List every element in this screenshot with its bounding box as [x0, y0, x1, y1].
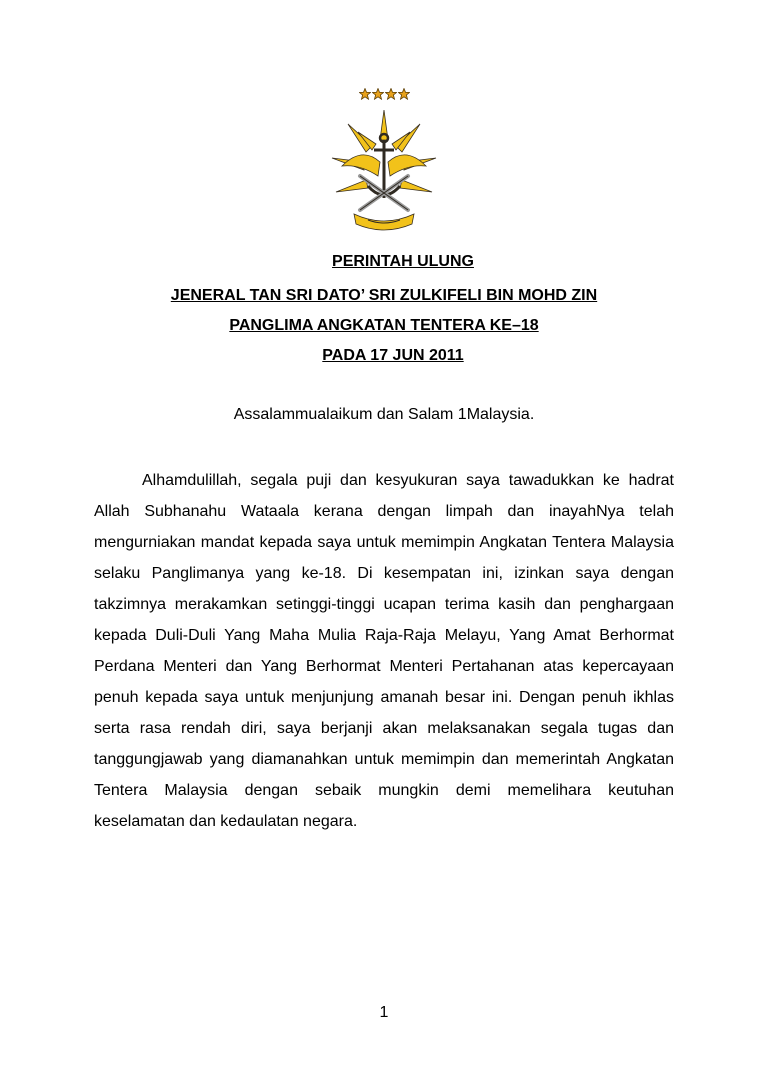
officer-name: JENERAL TAN SRI DATO’ SRI ZULKIFELI BIN MOHD ZIN — [170, 287, 598, 304]
rank-stars — [0, 88, 768, 100]
star-icon — [385, 88, 397, 100]
page-number: 1 — [379, 1004, 389, 1021]
star-icon — [359, 88, 371, 100]
star-icon — [398, 88, 410, 100]
greeting: Assalammualaikum dan Salam 1Malaysia. — [233, 406, 535, 423]
document-title: PERINTAH ULUNG — [332, 253, 474, 270]
body-paragraph: Alhamdulillah, segala puji dan kesyukuran saya tawadukkan ke hadrat Allah Subhanahu Wataala kerana dengan limpah dan inayahNya telah mengurniakan mandat kepada saya untuk memimpin Angkatan Tentera Malaysia selaku Panglimanya yang ke-18. Di kesempatan ini, izinkan saya dengan takzimnya merakamkan setinggi-tinggi ucapan terima kasih dan penghargaan kepada Duli-Duli Yang Maha Mulia Raja-Raja Melayu, Yang Amat Berhormat Perdana Menteri dan Yang Berhormat Menteri Pertahanan atas kepercayaan penuh kepada saya untuk menjunjung amanah besar ini. Dengan penuh ikhlas serta rasa rendah diri, saya berjanji akan melaksanakan segala tugas dan tanggungjawab yang diamanahkan untuk memimpin dan memerintah Angkatan Tentera Malaysia dengan sebaik mungkin demi memelihara keutuhan keselamatan dan kedaulatan negara. — [94, 472, 674, 830]
document-date: PADA 17 JUN 2011 — [322, 347, 464, 364]
armed-forces-crest-icon — [328, 106, 440, 234]
star-icon — [372, 88, 384, 100]
officer-position: PANGLIMA ANGKATAN TENTERA KE–18 — [229, 317, 539, 334]
